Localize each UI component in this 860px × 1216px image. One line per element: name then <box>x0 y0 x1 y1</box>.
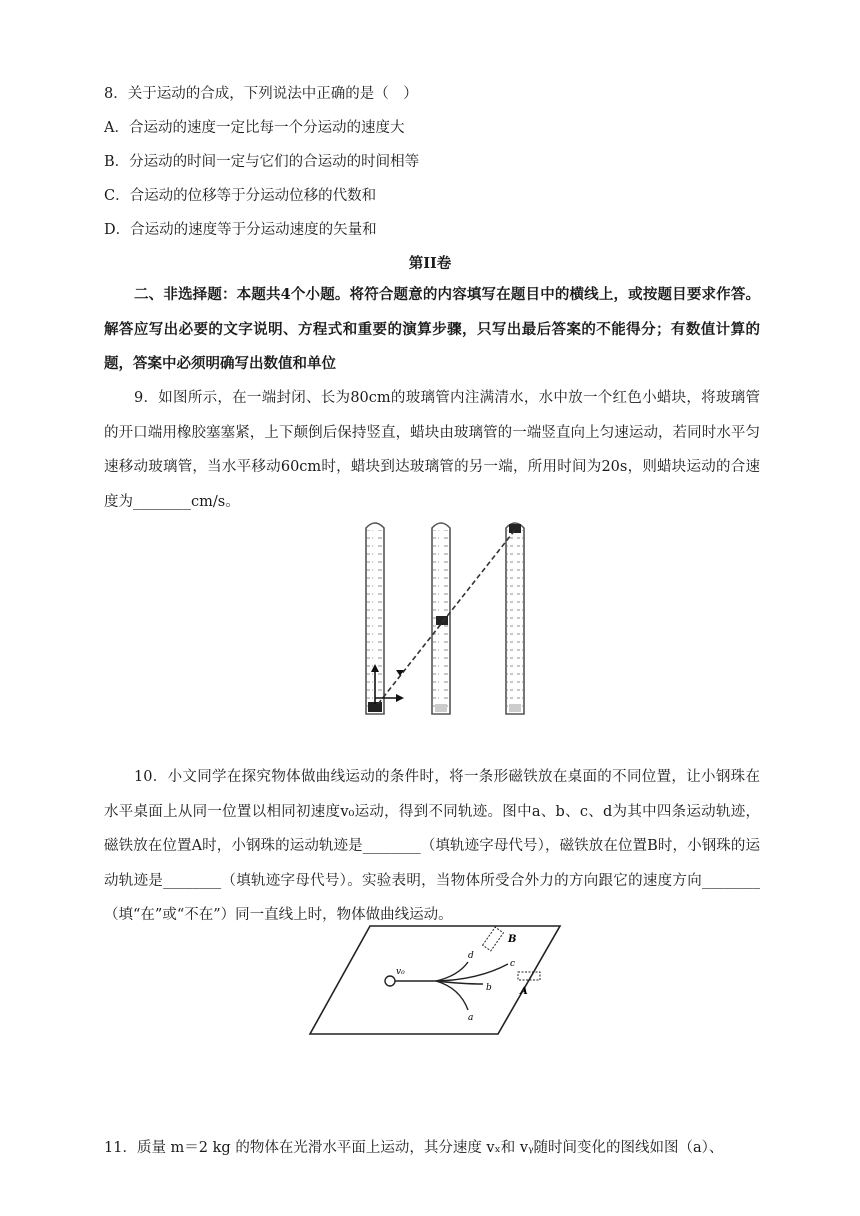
q8-option-a: A．合运动的速度一定比每一个分运动的速度大 <box>104 120 405 136</box>
label-B: B <box>508 934 517 945</box>
tube-2 <box>432 523 450 714</box>
label-v0: v₀ <box>396 967 405 977</box>
q10-text: 10．小文同学在探究物体做曲线运动的条件时，将一条形磁铁放在桌面的不同位置，让小钢珠在水平桌面上从同一位置以相同初速度v₀运动，得到不同轨迹。图中a、b、c、d为其中四条运动轨迹，磁铁放在位置A时，小钢珠的运动轨迹是________（填轨迹字母代号），磁铁放在位置B时，小钢珠的运动轨迹是________（填轨迹字母代号）。实验表明，当物体所受合外力的方向跟它的速度方向________（填“在”或“不在”）同一直线上时，物体做曲线运动。 <box>104 769 760 923</box>
label-c: c <box>510 959 516 969</box>
label-A: A <box>520 986 528 997</box>
q8-stem: 8．关于运动的合成，下列说法中正确的是（ ） <box>104 86 418 102</box>
q8-option-c: C．合运动的位移等于分运动位移的代数和 <box>104 188 377 204</box>
tube-3 <box>506 523 524 714</box>
label-d: d <box>468 951 474 961</box>
q10-table-figure <box>308 924 562 1036</box>
label-b: b <box>486 983 492 993</box>
section-title: 第II卷 <box>408 255 452 272</box>
steel-ball-icon <box>385 976 395 986</box>
q8-option-b: B．分运动的时间一定与它们的合运动的时间相等 <box>104 154 420 170</box>
q9-tube-figure <box>360 518 532 718</box>
q8-option-d: D．合运动的速度等于分运动速度的矢量和 <box>104 222 377 238</box>
q9-text: 9．如图所示，在一端封闭、长为80cm的玻璃管内注满清水，水中放一个红色小蜡块，将玻璃管的开口端用橡胶塞塞紧，上下颠倒后保持竖直，蜡块由玻璃管的一端竖直向上匀速运动，若同时水平匀速移动玻璃管，当水平移动60cm时，蜡块到达玻璃管的另一端，所用时间为20s，则蜡块运动的合速度为________cm/s。 <box>104 390 760 510</box>
section-instructions: 二、非选择题：本题共4个小题。将符合题意的内容填写在题目中的横线上，或按题目要求作答。解答应写出必要的文字说明、方程式和重要的演算步骤，只写出最后答案的不能得分；有数值计算的题，答案中必须明确写出数值和单位 <box>104 286 760 372</box>
q11-text: 11．质量 m＝2 kg 的物体在光滑水平面上运动，其分速度 vₓ和 vᵧ随时间变化的图线如图（a）、 <box>104 1140 724 1156</box>
label-a: a <box>468 1013 474 1023</box>
